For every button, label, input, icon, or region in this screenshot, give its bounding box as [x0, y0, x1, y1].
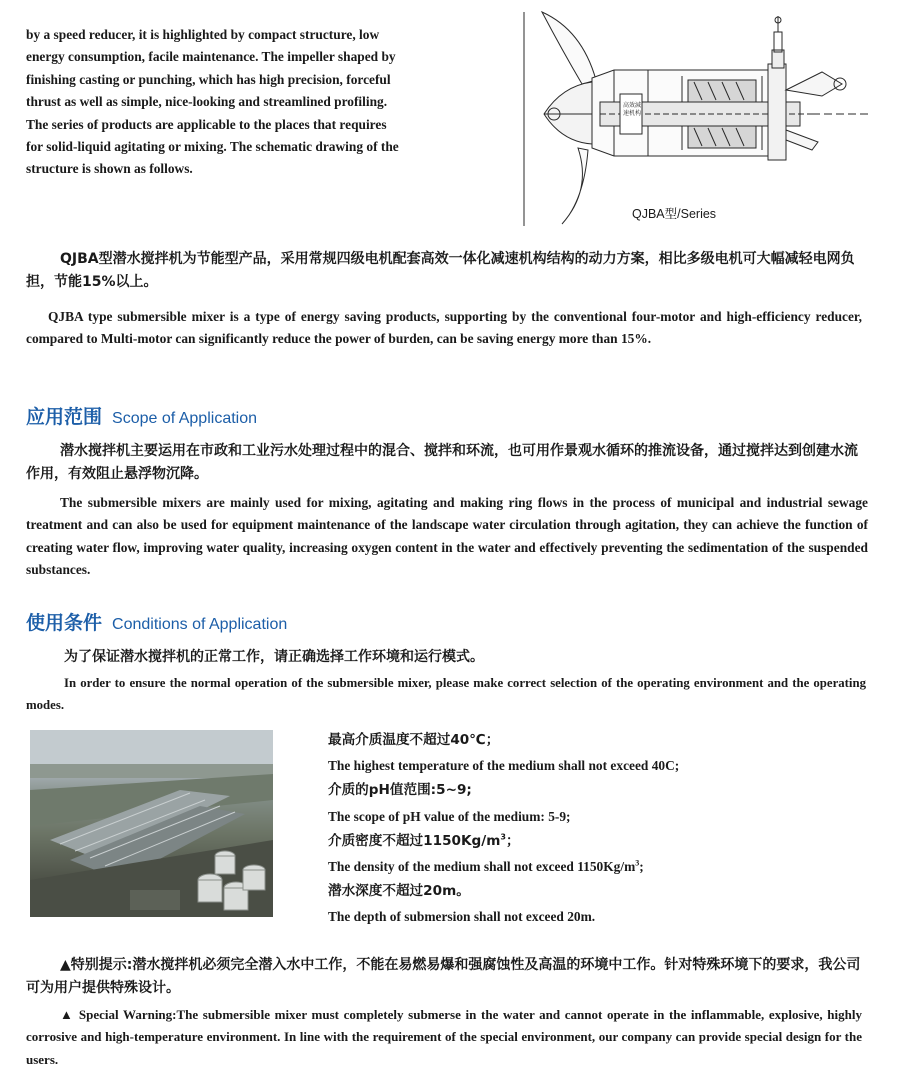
condition-item-en: The depth of submersion shall not exceed 20m. [328, 909, 596, 925]
conditions-intro-en [26, 672, 866, 717]
density-tail-cn: ； [505, 832, 520, 849]
conditions-list [328, 728, 868, 930]
scope-text-en: The submersible mixers are mainly used for mixing, agitating and making ring flows in the process of municipal and industrial sewage treatment and can also be used for equipment maintenance of the landscape water circulation through agitation, they can achieve the function of creating water flow, improving water quality, increasing oxygen content in the water and effectively preventing the sedimentation of the suspended substances. [26, 495, 868, 578]
qjba-description-en [26, 306, 862, 351]
scope-heading-cn: 应用范围 [26, 406, 103, 428]
qjba-text-en: QJBA type submersible mixer is a type of energy saving products, supporting by the conventional four-motor and high-efficiency reducer, compared to Multi-motor can significantly reduce the power of burden, can be saving energy more than 15%. [26, 309, 862, 347]
intro-line: structure is shown as follows. [26, 161, 193, 177]
reducer-label-line: 速机构 [623, 110, 642, 117]
mixer-schematic-drawing [522, 10, 870, 228]
density-text-en: The density of the medium shall not exceed 1150Kg/m [328, 858, 636, 874]
condition-item-cn: 介质的pH值范围:5~9; [328, 782, 472, 799]
intro-line: thrust as well as simple, nice-looking and streamlined profiling. [26, 94, 388, 110]
reducer-label-line: 高效減 [623, 102, 642, 109]
qjba-text-cn: QJBA型潜水搅拌机为节能型产品，采用常规四级电机配套高效一体化减速机构结构的动力方案，相比多级电机可大幅减轻电网负担，节能15%以上。 [26, 251, 855, 290]
density-tail-en: ; [639, 858, 644, 874]
scope-paragraph-cn [26, 440, 868, 486]
scope-heading [26, 402, 257, 429]
sewage-plant-photo [30, 730, 273, 917]
sewage-plant-illustration [30, 730, 273, 917]
density-text-cn: 介质密度不超过1150Kg/m [328, 832, 501, 849]
condition-item-cn [328, 829, 868, 854]
conditions-text-en: In order to ensure the normal operation of the submersible mixer, please make correct selection of the operating environment and the operating modes. [26, 676, 866, 713]
conditions-intro-cn [64, 646, 864, 669]
intro-line: for solid-liquid agitating or mixing. The schematic drawing of the [26, 139, 399, 155]
scope-heading-en: Scope of Application [112, 410, 258, 427]
intro-line: energy consumption, facile maintenance. The impeller shaped by [26, 49, 396, 65]
intro-line: by a speed reducer, it is highlighted by compact structure, low [26, 27, 380, 42]
conditions-heading [26, 608, 287, 635]
conditions-text-cn: 为了保证潜水搅拌机的正常工作，请正确选择工作环境和运行模式。 [64, 649, 484, 665]
density-superscript-cn: 3 [500, 832, 506, 842]
density-superscript-en: 3 [635, 858, 640, 868]
warning-text-cn: ▲特别提示:潜水搅拌机必须完全潜入水中工作，不能在易燃易爆和强腐蚀性及高温的环境中工作。针对特殊环境下的要求，我公司可为用户提供特殊设计。 [26, 957, 861, 996]
figure-caption: QJBA型/Series [632, 207, 717, 221]
qjba-description-cn [26, 248, 868, 294]
scope-text-cn: 潜水搅拌机主要运用在市政和工业污水处理过程中的混合、搅拌和环流，也可用作景观水循环的推流设备，通过搅拌达到创建水流作用，有效阻止悬浮物沉降。 [26, 443, 858, 482]
intro-line: The series of products are applicable to the places that requires [26, 116, 387, 132]
condition-item-en: The highest temperature of the medium shall not exceed 40C; [328, 758, 680, 774]
condition-item-cn: 最高介质温度不超过40℃； [328, 732, 500, 748]
warning-text-en: ▲ Special Warning:The submersible mixer must completely submerse in the water and cannot operate in the inflammable, explosive, highly corrosive and high-temperature environment. In line with the requirement of the special environment, our company can provide special design for the users. [26, 1007, 862, 1067]
condition-item-en: The scope of pH value of the medium: 5-9; [328, 808, 571, 824]
warning-cn [26, 954, 868, 1000]
condition-item-en [328, 854, 868, 879]
scope-paragraph-en [26, 492, 868, 582]
intro-line: finishing casting or punching, which has high precision, forceful [26, 71, 391, 87]
intro-paragraph [26, 24, 478, 181]
condition-item-cn: 潜水深度不超过20m。 [328, 883, 470, 900]
warning-en [26, 1004, 862, 1071]
conditions-heading-cn: 使用条件 [26, 612, 103, 634]
mixer-schematic-figure [522, 10, 870, 228]
reducer-label [623, 102, 641, 118]
conditions-heading-en: Conditions of Application [112, 616, 288, 633]
